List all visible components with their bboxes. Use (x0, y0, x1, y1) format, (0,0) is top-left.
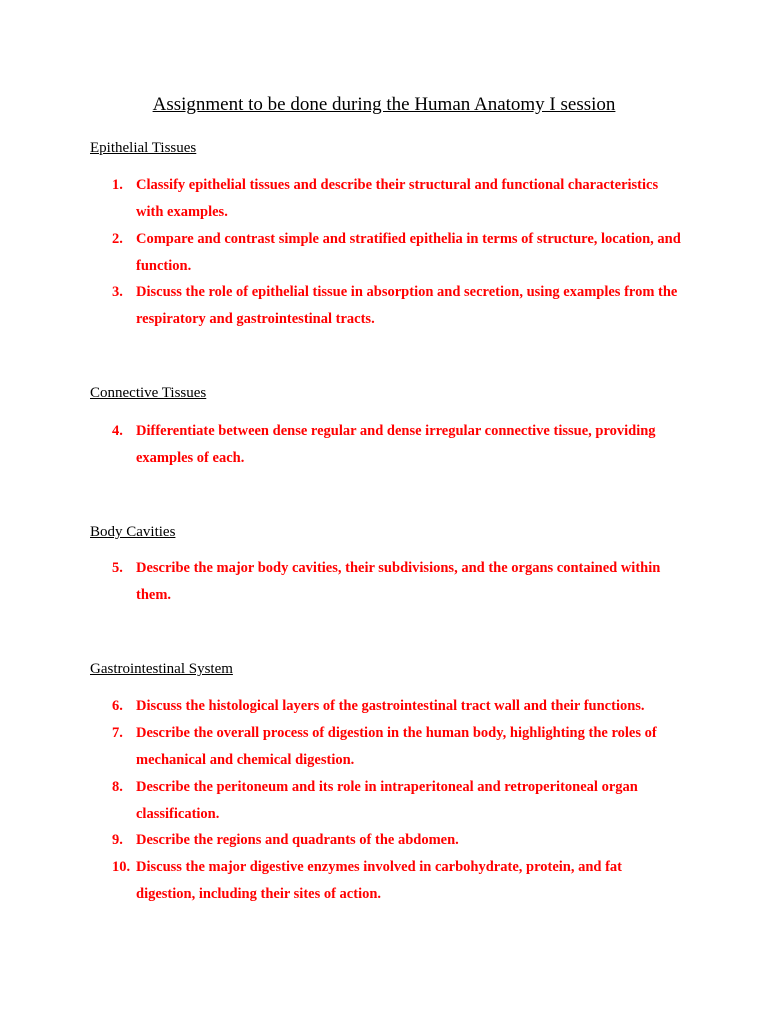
item-text: Compare and contrast simple and stratified epithelia in terms of structure, location, and function. (136, 231, 681, 274)
item-number: 3. (112, 284, 123, 300)
item-text: Discuss the role of epithelial tissue in absorption and secretion, using examples from the respiratory and gastrointestinal tracts. (136, 284, 678, 327)
list-item (112, 720, 682, 774)
list-item (112, 172, 682, 226)
item-text: Describe the regions and quadrants of the abdomen. (136, 832, 459, 848)
section-heading-connective-tissues: Connective Tissues (90, 385, 207, 401)
list-item (112, 693, 682, 720)
list-item (112, 827, 682, 854)
item-number: 1. (112, 177, 123, 193)
list-item (112, 774, 682, 828)
item-number: 8. (112, 779, 123, 795)
list-item (112, 226, 682, 280)
item-number: 6. (112, 698, 123, 714)
item-number: 4. (112, 423, 123, 439)
list-item (112, 854, 682, 908)
item-number: 2. (112, 231, 123, 247)
item-text: Discuss the major digestive enzymes involved in carbohydrate, protein, and fat digestion, including their sites of action. (136, 859, 623, 902)
item-text: Describe the major body cavities, their subdivisions, and the organs contained within them. (136, 560, 661, 603)
item-text: Discuss the histological layers of the gastrointestinal tract wall and their functions. (136, 698, 645, 714)
item-number: 10. (112, 859, 131, 875)
list-item (112, 555, 682, 609)
section-heading-gastrointestinal-system: Gastrointestinal System (90, 661, 233, 677)
item-text: Describe the peritoneum and its role in intraperitoneal and retroperitoneal organ classification. (136, 779, 638, 822)
item-number: 5. (112, 560, 123, 576)
item-text: Describe the overall process of digestion in the human body, highlighting the roles of mechanical and chemical digestion. (136, 725, 657, 768)
section-heading-body-cavities: Body Cavities (90, 524, 176, 540)
document-title: Assignment to be done during the Human Anatomy I session (152, 94, 616, 115)
list-item (112, 279, 682, 333)
item-text: Classify epithelial tissues and describe their structural and functional characteristics with examples. (136, 177, 659, 220)
item-number: 9. (112, 832, 123, 848)
item-number: 7. (112, 725, 123, 741)
list-item (112, 418, 682, 472)
section-heading-epithelial-tissues: Epithelial Tissues (90, 140, 197, 156)
item-text: Differentiate between dense regular and dense irregular connective tissue, providing examples of each. (136, 423, 656, 466)
